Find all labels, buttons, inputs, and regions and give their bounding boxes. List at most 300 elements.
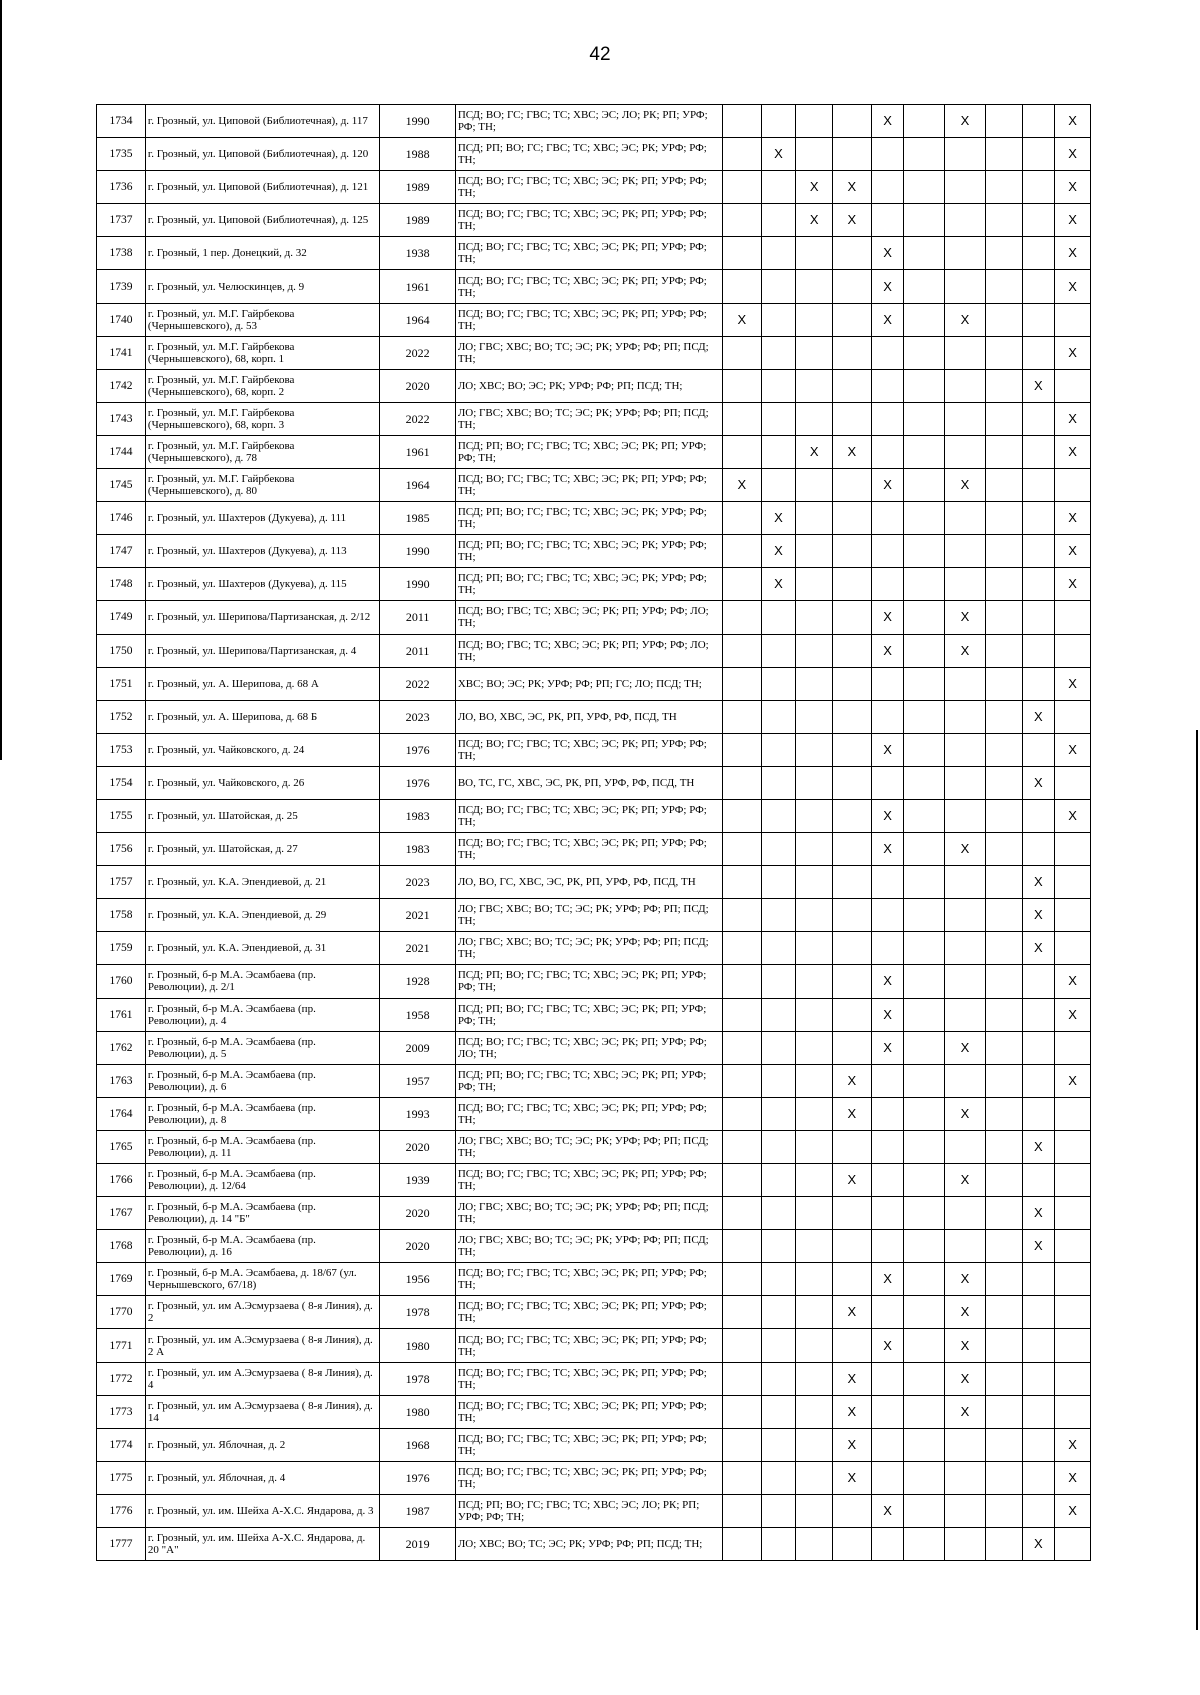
row-number: 1737 xyxy=(97,204,146,237)
year-cell: 1964 xyxy=(380,303,455,336)
row-number: 1736 xyxy=(97,171,146,204)
scan-edge-right xyxy=(1196,730,1198,1630)
year-cell: 1961 xyxy=(380,435,455,468)
mark-cell-6 xyxy=(904,634,945,667)
mark-cell-8 xyxy=(985,601,1022,634)
row-number: 1774 xyxy=(97,1428,146,1461)
page-number: 42 xyxy=(589,44,611,65)
mark-cell-8 xyxy=(985,866,1022,899)
mark-cell-6 xyxy=(904,502,945,535)
mark-cell-2: X xyxy=(761,502,796,535)
mark-cell-2 xyxy=(761,965,796,998)
mark-cell-2 xyxy=(761,1130,796,1163)
mark-cell-2: X xyxy=(761,138,796,171)
mark-cell-7 xyxy=(945,237,986,270)
mark-cell-5 xyxy=(871,1461,904,1494)
mark-cell-8 xyxy=(985,1494,1022,1527)
mark-cell-4 xyxy=(833,336,872,369)
mark-cell-4 xyxy=(833,502,872,535)
address-cell: г. Грозный, ул. Шерипова/Партизанская, д. 2/12 xyxy=(145,601,379,634)
mark-cell-1 xyxy=(722,435,761,468)
table-row xyxy=(97,237,1091,270)
year-cell: 1928 xyxy=(380,965,455,998)
table-row xyxy=(97,1097,1091,1130)
works-list-cell: ПСД; ВО; ГС; ГВС; ТС; ХВС; ЭС; РК; РП; УРФ; РФ; ТН; xyxy=(455,1461,722,1494)
mark-cell-5: X xyxy=(871,733,904,766)
mark-cell-6 xyxy=(904,171,945,204)
year-cell: 1978 xyxy=(380,1362,455,1395)
mark-cell-6 xyxy=(904,105,945,138)
mark-cell-1 xyxy=(722,1164,761,1197)
mark-cell-5 xyxy=(871,1064,904,1097)
mark-cell-9: X xyxy=(1022,899,1055,932)
mark-cell-10 xyxy=(1055,866,1091,899)
address-cell: г. Грозный, ул. Шахтеров (Дукуева), д. 111 xyxy=(145,502,379,535)
mark-cell-2 xyxy=(761,866,796,899)
mark-cell-9 xyxy=(1022,105,1055,138)
mark-cell-9 xyxy=(1022,1428,1055,1461)
mark-cell-10 xyxy=(1055,766,1091,799)
mark-cell-2 xyxy=(761,700,796,733)
mark-cell-10: X xyxy=(1055,171,1091,204)
mark-cell-8 xyxy=(985,998,1022,1031)
mark-cell-2 xyxy=(761,1528,796,1561)
mark-cell-7 xyxy=(945,1130,986,1163)
mark-cell-10: X xyxy=(1055,1461,1091,1494)
mark-cell-9: X xyxy=(1022,1528,1055,1561)
works-list-cell: ПСД; ВО; ГС; ГВС; ТС; ХВС; ЭС; РК; РП; УРФ; РФ; ТН; xyxy=(455,799,722,832)
mark-cell-1 xyxy=(722,601,761,634)
mark-cell-2 xyxy=(761,435,796,468)
row-number: 1768 xyxy=(97,1230,146,1263)
mark-cell-10 xyxy=(1055,1031,1091,1064)
year-cell: 1990 xyxy=(380,568,455,601)
table-row xyxy=(97,502,1091,535)
works-list-cell: ПСД; РП; ВО; ГС; ГВС; ТС; ХВС; ЭС; РК; УРФ; РФ; ТН; xyxy=(455,502,722,535)
address-cell: г. Грозный, ул. М.Г. Гайрбекова (Чернышевского), д. 78 xyxy=(145,435,379,468)
mark-cell-10: X xyxy=(1055,799,1091,832)
mark-cell-6 xyxy=(904,1130,945,1163)
mark-cell-4 xyxy=(833,1230,872,1263)
mark-cell-2 xyxy=(761,402,796,435)
address-cell: г. Грозный, ул. Шатойская, д. 27 xyxy=(145,833,379,866)
mark-cell-9: X xyxy=(1022,866,1055,899)
mark-cell-6 xyxy=(904,1031,945,1064)
mark-cell-2 xyxy=(761,1064,796,1097)
mark-cell-1 xyxy=(722,965,761,998)
mark-cell-7 xyxy=(945,1428,986,1461)
works-list-cell: ПСД; ВО; ГС; ГВС; ТС; ХВС; ЭС; РК; РП; УРФ; РФ; ТН; xyxy=(455,1428,722,1461)
row-number: 1748 xyxy=(97,568,146,601)
mark-cell-1 xyxy=(722,1263,761,1296)
mark-cell-4 xyxy=(833,237,872,270)
mark-cell-3 xyxy=(796,766,833,799)
mark-cell-9 xyxy=(1022,336,1055,369)
mark-cell-4 xyxy=(833,866,872,899)
mark-cell-1 xyxy=(722,1395,761,1428)
mark-cell-7 xyxy=(945,998,986,1031)
mark-cell-2 xyxy=(761,733,796,766)
mark-cell-4: X xyxy=(833,171,872,204)
mark-cell-6 xyxy=(904,1097,945,1130)
mark-cell-7 xyxy=(945,899,986,932)
mark-cell-1 xyxy=(722,833,761,866)
table-row xyxy=(97,535,1091,568)
mark-cell-3 xyxy=(796,138,833,171)
mark-cell-1 xyxy=(722,932,761,965)
mark-cell-6 xyxy=(904,1197,945,1230)
table-row xyxy=(97,303,1091,336)
mark-cell-8 xyxy=(985,105,1022,138)
table-row xyxy=(97,1428,1091,1461)
address-cell: г. Грозный, ул. им. Шейха А-Х.С. Яндарова, д. 20 "А" xyxy=(145,1528,379,1561)
mark-cell-7 xyxy=(945,667,986,700)
row-number: 1777 xyxy=(97,1528,146,1561)
address-cell: г. Грозный, ул. Шатойская, д. 25 xyxy=(145,799,379,832)
row-number: 1739 xyxy=(97,270,146,303)
mark-cell-2 xyxy=(761,1428,796,1461)
mark-cell-5 xyxy=(871,568,904,601)
mark-cell-4: X xyxy=(833,1097,872,1130)
mark-cell-10 xyxy=(1055,1329,1091,1362)
works-list-cell: ПСД; ВО; ГС; ГВС; ТС; ХВС; ЭС; РК; РП; УРФ; РФ; ТН; xyxy=(455,204,722,237)
mark-cell-2 xyxy=(761,1362,796,1395)
mark-cell-6 xyxy=(904,1064,945,1097)
mark-cell-5: X xyxy=(871,237,904,270)
mark-cell-4 xyxy=(833,799,872,832)
mark-cell-1 xyxy=(722,402,761,435)
mark-cell-9: X xyxy=(1022,1197,1055,1230)
mark-cell-10: X xyxy=(1055,998,1091,1031)
mark-cell-5 xyxy=(871,336,904,369)
mark-cell-7 xyxy=(945,766,986,799)
mark-cell-2 xyxy=(761,833,796,866)
mark-cell-5: X xyxy=(871,1329,904,1362)
mark-cell-7 xyxy=(945,171,986,204)
mark-cell-2 xyxy=(761,899,796,932)
mark-cell-7: X xyxy=(945,601,986,634)
mark-cell-7 xyxy=(945,932,986,965)
mark-cell-5: X xyxy=(871,634,904,667)
row-number: 1770 xyxy=(97,1296,146,1329)
mark-cell-3 xyxy=(796,1329,833,1362)
mark-cell-10 xyxy=(1055,369,1091,402)
row-number: 1771 xyxy=(97,1329,146,1362)
works-list-cell: ПСД; РП; ВО; ГС; ГВС; ТС; ХВС; ЭС; РК; УРФ; РФ; ТН; xyxy=(455,568,722,601)
mark-cell-4 xyxy=(833,634,872,667)
table-row xyxy=(97,1296,1091,1329)
mark-cell-2 xyxy=(761,634,796,667)
year-cell: 1990 xyxy=(380,535,455,568)
mark-cell-7: X xyxy=(945,1296,986,1329)
mark-cell-7: X xyxy=(945,1097,986,1130)
mark-cell-7 xyxy=(945,733,986,766)
mark-cell-1 xyxy=(722,502,761,535)
mark-cell-3 xyxy=(796,799,833,832)
mark-cell-4 xyxy=(833,601,872,634)
mark-cell-1 xyxy=(722,237,761,270)
mark-cell-3 xyxy=(796,568,833,601)
mark-cell-10: X xyxy=(1055,105,1091,138)
mark-cell-5 xyxy=(871,1164,904,1197)
mark-cell-6 xyxy=(904,1263,945,1296)
works-list-cell: ХВС; ВО; ЭС; РК; УРФ; РФ; РП; ГС; ЛО; ПСД; ТН; xyxy=(455,667,722,700)
mark-cell-1 xyxy=(722,766,761,799)
mark-cell-3 xyxy=(796,1395,833,1428)
table-row xyxy=(97,105,1091,138)
mark-cell-3 xyxy=(796,601,833,634)
works-list-cell: ВО, ТС, ГС, ХВС, ЭС, РК, РП, УРФ, РФ, ПСД, ТН xyxy=(455,766,722,799)
mark-cell-1 xyxy=(722,1230,761,1263)
year-cell: 1983 xyxy=(380,833,455,866)
mark-cell-5: X xyxy=(871,1494,904,1527)
mark-cell-4: X xyxy=(833,1395,872,1428)
table-row xyxy=(97,1130,1091,1163)
mark-cell-8 xyxy=(985,435,1022,468)
mark-cell-9 xyxy=(1022,270,1055,303)
mark-cell-10: X xyxy=(1055,270,1091,303)
address-cell: г. Грозный, ул. Циповой (Библиотечная), д. 117 xyxy=(145,105,379,138)
mark-cell-3 xyxy=(796,237,833,270)
mark-cell-2 xyxy=(761,1230,796,1263)
table-row xyxy=(97,402,1091,435)
mark-cell-6 xyxy=(904,733,945,766)
mark-cell-9: X xyxy=(1022,369,1055,402)
address-cell: г. Грозный, б-р М.А. Эсамбаева (пр. Революции), д. 8 xyxy=(145,1097,379,1130)
mark-cell-6 xyxy=(904,1528,945,1561)
mark-cell-1 xyxy=(722,105,761,138)
year-cell: 2011 xyxy=(380,601,455,634)
mark-cell-10: X xyxy=(1055,204,1091,237)
address-cell: г. Грозный, ул. Шерипова/Партизанская, д. 4 xyxy=(145,634,379,667)
table-row xyxy=(97,1329,1091,1362)
works-list-cell: ПСД; ВО; ГС; ГВС; ТС; ХВС; ЭС; РК; РП; УРФ; РФ; ТН; xyxy=(455,1362,722,1395)
mark-cell-9 xyxy=(1022,502,1055,535)
mark-cell-8 xyxy=(985,700,1022,733)
mark-cell-1 xyxy=(722,568,761,601)
mark-cell-3 xyxy=(796,1230,833,1263)
mark-cell-7 xyxy=(945,1461,986,1494)
mark-cell-3 xyxy=(796,866,833,899)
year-cell: 2023 xyxy=(380,866,455,899)
mark-cell-2 xyxy=(761,237,796,270)
mark-cell-1 xyxy=(722,336,761,369)
address-cell: г. Грозный, ул. Циповой (Библиотечная), д. 120 xyxy=(145,138,379,171)
address-cell: г. Грозный, б-р М.А. Эсамбаева (пр. Революции), д. 12/64 xyxy=(145,1164,379,1197)
address-cell: г. Грозный, ул. им А.Эсмурзаева ( 8-я Линия), д. 14 xyxy=(145,1395,379,1428)
mark-cell-6 xyxy=(904,1362,945,1395)
mark-cell-4 xyxy=(833,733,872,766)
row-number: 1742 xyxy=(97,369,146,402)
mark-cell-1 xyxy=(722,1064,761,1097)
mark-cell-10: X xyxy=(1055,1494,1091,1527)
mark-cell-9 xyxy=(1022,1329,1055,1362)
table-row xyxy=(97,1164,1091,1197)
mark-cell-5: X xyxy=(871,469,904,502)
address-cell: г. Грозный, ул. К.А. Эпендиевой, д. 29 xyxy=(145,899,379,932)
mark-cell-9 xyxy=(1022,535,1055,568)
mark-cell-1 xyxy=(722,1031,761,1064)
mark-cell-1 xyxy=(722,700,761,733)
mark-cell-4 xyxy=(833,303,872,336)
mark-cell-1 xyxy=(722,535,761,568)
mark-cell-6 xyxy=(904,303,945,336)
mark-cell-2 xyxy=(761,1263,796,1296)
mark-cell-8 xyxy=(985,1528,1022,1561)
mark-cell-1: X xyxy=(722,469,761,502)
works-list-cell: ЛО; ГВС; ХВС; ВО; ТС; ЭС; РК; УРФ; РФ; РП; ПСД; ТН; xyxy=(455,402,722,435)
mark-cell-6 xyxy=(904,1428,945,1461)
mark-cell-10: X xyxy=(1055,237,1091,270)
mark-cell-9 xyxy=(1022,303,1055,336)
year-cell: 1993 xyxy=(380,1097,455,1130)
mark-cell-2 xyxy=(761,667,796,700)
mark-cell-2 xyxy=(761,171,796,204)
mark-cell-5: X xyxy=(871,303,904,336)
mark-cell-3 xyxy=(796,535,833,568)
works-list-cell: ПСД; РП; ВО; ГС; ГВС; ТС; ХВС; ЭС; РК; РП; УРФ; РФ; ТН; xyxy=(455,1064,722,1097)
mark-cell-5 xyxy=(871,667,904,700)
mark-cell-2 xyxy=(761,1461,796,1494)
mark-cell-6 xyxy=(904,204,945,237)
works-list-cell: ПСД; ВО; ГС; ГВС; ТС; ХВС; ЭС; РК; РП; УРФ; РФ; ЛО; ТН; xyxy=(455,1031,722,1064)
address-cell: г. Грозный, ул. Циповой (Библиотечная), д. 121 xyxy=(145,171,379,204)
mark-cell-2 xyxy=(761,601,796,634)
mark-cell-1 xyxy=(722,899,761,932)
mark-cell-3 xyxy=(796,502,833,535)
works-list-cell: ПСД; ВО; ГС; ГВС; ТС; ХВС; ЭС; РК; РП; УРФ; РФ; ТН; xyxy=(455,171,722,204)
mark-cell-4 xyxy=(833,1197,872,1230)
mark-cell-8 xyxy=(985,1461,1022,1494)
mark-cell-8 xyxy=(985,138,1022,171)
year-cell: 2021 xyxy=(380,932,455,965)
mark-cell-4 xyxy=(833,1263,872,1296)
mark-cell-6 xyxy=(904,270,945,303)
mark-cell-5: X xyxy=(871,270,904,303)
mark-cell-3 xyxy=(796,1064,833,1097)
mark-cell-5 xyxy=(871,535,904,568)
mark-cell-2 xyxy=(761,204,796,237)
mark-cell-9: X xyxy=(1022,1230,1055,1263)
mark-cell-9 xyxy=(1022,1461,1055,1494)
works-list-cell: ПСД; РП; ВО; ГС; ГВС; ТС; ХВС; ЭС; ЛО; РК; РП; УРФ; РФ; ТН; xyxy=(455,1494,722,1527)
mark-cell-9 xyxy=(1022,402,1055,435)
mark-cell-10: X xyxy=(1055,535,1091,568)
mark-cell-9 xyxy=(1022,1164,1055,1197)
row-number: 1762 xyxy=(97,1031,146,1064)
table-row xyxy=(97,369,1091,402)
mark-cell-5 xyxy=(871,1097,904,1130)
mark-cell-9 xyxy=(1022,998,1055,1031)
year-cell: 1985 xyxy=(380,502,455,535)
mark-cell-6 xyxy=(904,435,945,468)
mark-cell-4: X xyxy=(833,1064,872,1097)
mark-cell-7 xyxy=(945,402,986,435)
mark-cell-1 xyxy=(722,634,761,667)
table-row xyxy=(97,469,1091,502)
mark-cell-10: X xyxy=(1055,1428,1091,1461)
address-cell: г. Грозный, ул. Шахтеров (Дукуева), д. 113 xyxy=(145,535,379,568)
mark-cell-6 xyxy=(904,1329,945,1362)
mark-cell-10 xyxy=(1055,1362,1091,1395)
row-number: 1767 xyxy=(97,1197,146,1230)
year-cell: 2020 xyxy=(380,1230,455,1263)
mark-cell-8 xyxy=(985,1130,1022,1163)
mark-cell-1 xyxy=(722,1362,761,1395)
mark-cell-1 xyxy=(722,204,761,237)
mark-cell-1 xyxy=(722,1428,761,1461)
address-cell: г. Грозный, ул. им А.Эсмурзаева ( 8-я Линия), д. 4 xyxy=(145,1362,379,1395)
table-row xyxy=(97,1031,1091,1064)
year-cell: 1976 xyxy=(380,1461,455,1494)
table-row xyxy=(97,899,1091,932)
mark-cell-5 xyxy=(871,1428,904,1461)
works-list-cell: ПСД; ВО; ГС; ГВС; ТС; ХВС; ЭС; РК; РП; УРФ; РФ; ТН; xyxy=(455,1329,722,1362)
mark-cell-5 xyxy=(871,932,904,965)
mark-cell-10: X xyxy=(1055,965,1091,998)
address-cell: г. Грозный, ул. М.Г. Гайрбекова (Чернышевского), 68, корп. 1 xyxy=(145,336,379,369)
mark-cell-4 xyxy=(833,469,872,502)
mark-cell-4: X xyxy=(833,435,872,468)
address-cell: г. Грозный, ул. М.Г. Гайрбекова (Чернышевского), д. 53 xyxy=(145,303,379,336)
mark-cell-9 xyxy=(1022,1064,1055,1097)
mark-cell-3 xyxy=(796,733,833,766)
mark-cell-4 xyxy=(833,766,872,799)
mark-cell-9 xyxy=(1022,667,1055,700)
mark-cell-9 xyxy=(1022,568,1055,601)
mark-cell-10: X xyxy=(1055,502,1091,535)
address-cell: г. Грозный, ул. М.Г. Гайрбекова (Чернышевского), 68, корп. 2 xyxy=(145,369,379,402)
table-row xyxy=(97,336,1091,369)
mark-cell-4 xyxy=(833,402,872,435)
table-row xyxy=(97,171,1091,204)
works-list-cell: ПСД; ВО; ГС; ГВС; ТС; ХВС; ЭС; РК; РП; УРФ; РФ; ТН; xyxy=(455,469,722,502)
mark-cell-10 xyxy=(1055,899,1091,932)
mark-cell-5 xyxy=(871,1395,904,1428)
mark-cell-10 xyxy=(1055,932,1091,965)
mark-cell-9 xyxy=(1022,1362,1055,1395)
mark-cell-9 xyxy=(1022,1031,1055,1064)
mark-cell-1 xyxy=(722,998,761,1031)
mark-cell-8 xyxy=(985,303,1022,336)
mark-cell-10 xyxy=(1055,469,1091,502)
year-cell: 1988 xyxy=(380,138,455,171)
mark-cell-5: X xyxy=(871,799,904,832)
mark-cell-5 xyxy=(871,171,904,204)
works-list-cell: ЛО, ВО, ХВС, ЭС, РК, РП, УРФ, РФ, ПСД, ТН xyxy=(455,700,722,733)
mark-cell-6 xyxy=(904,402,945,435)
mark-cell-5: X xyxy=(871,105,904,138)
mark-cell-8 xyxy=(985,1097,1022,1130)
mark-cell-8 xyxy=(985,766,1022,799)
row-number: 1769 xyxy=(97,1263,146,1296)
mark-cell-7: X xyxy=(945,105,986,138)
mark-cell-1 xyxy=(722,1197,761,1230)
mark-cell-7: X xyxy=(945,469,986,502)
mark-cell-7 xyxy=(945,965,986,998)
mark-cell-6 xyxy=(904,833,945,866)
mark-cell-6 xyxy=(904,601,945,634)
mark-cell-3 xyxy=(796,469,833,502)
mark-cell-1 xyxy=(722,1296,761,1329)
works-list-cell: ПСД; ВО; ГС; ГВС; ТС; ХВС; ЭС; РК; РП; УРФ; РФ; ТН; xyxy=(455,1097,722,1130)
table-row xyxy=(97,204,1091,237)
mark-cell-8 xyxy=(985,965,1022,998)
mark-cell-8 xyxy=(985,1064,1022,1097)
mark-cell-2 xyxy=(761,270,796,303)
mark-cell-9 xyxy=(1022,171,1055,204)
year-cell: 2021 xyxy=(380,899,455,932)
